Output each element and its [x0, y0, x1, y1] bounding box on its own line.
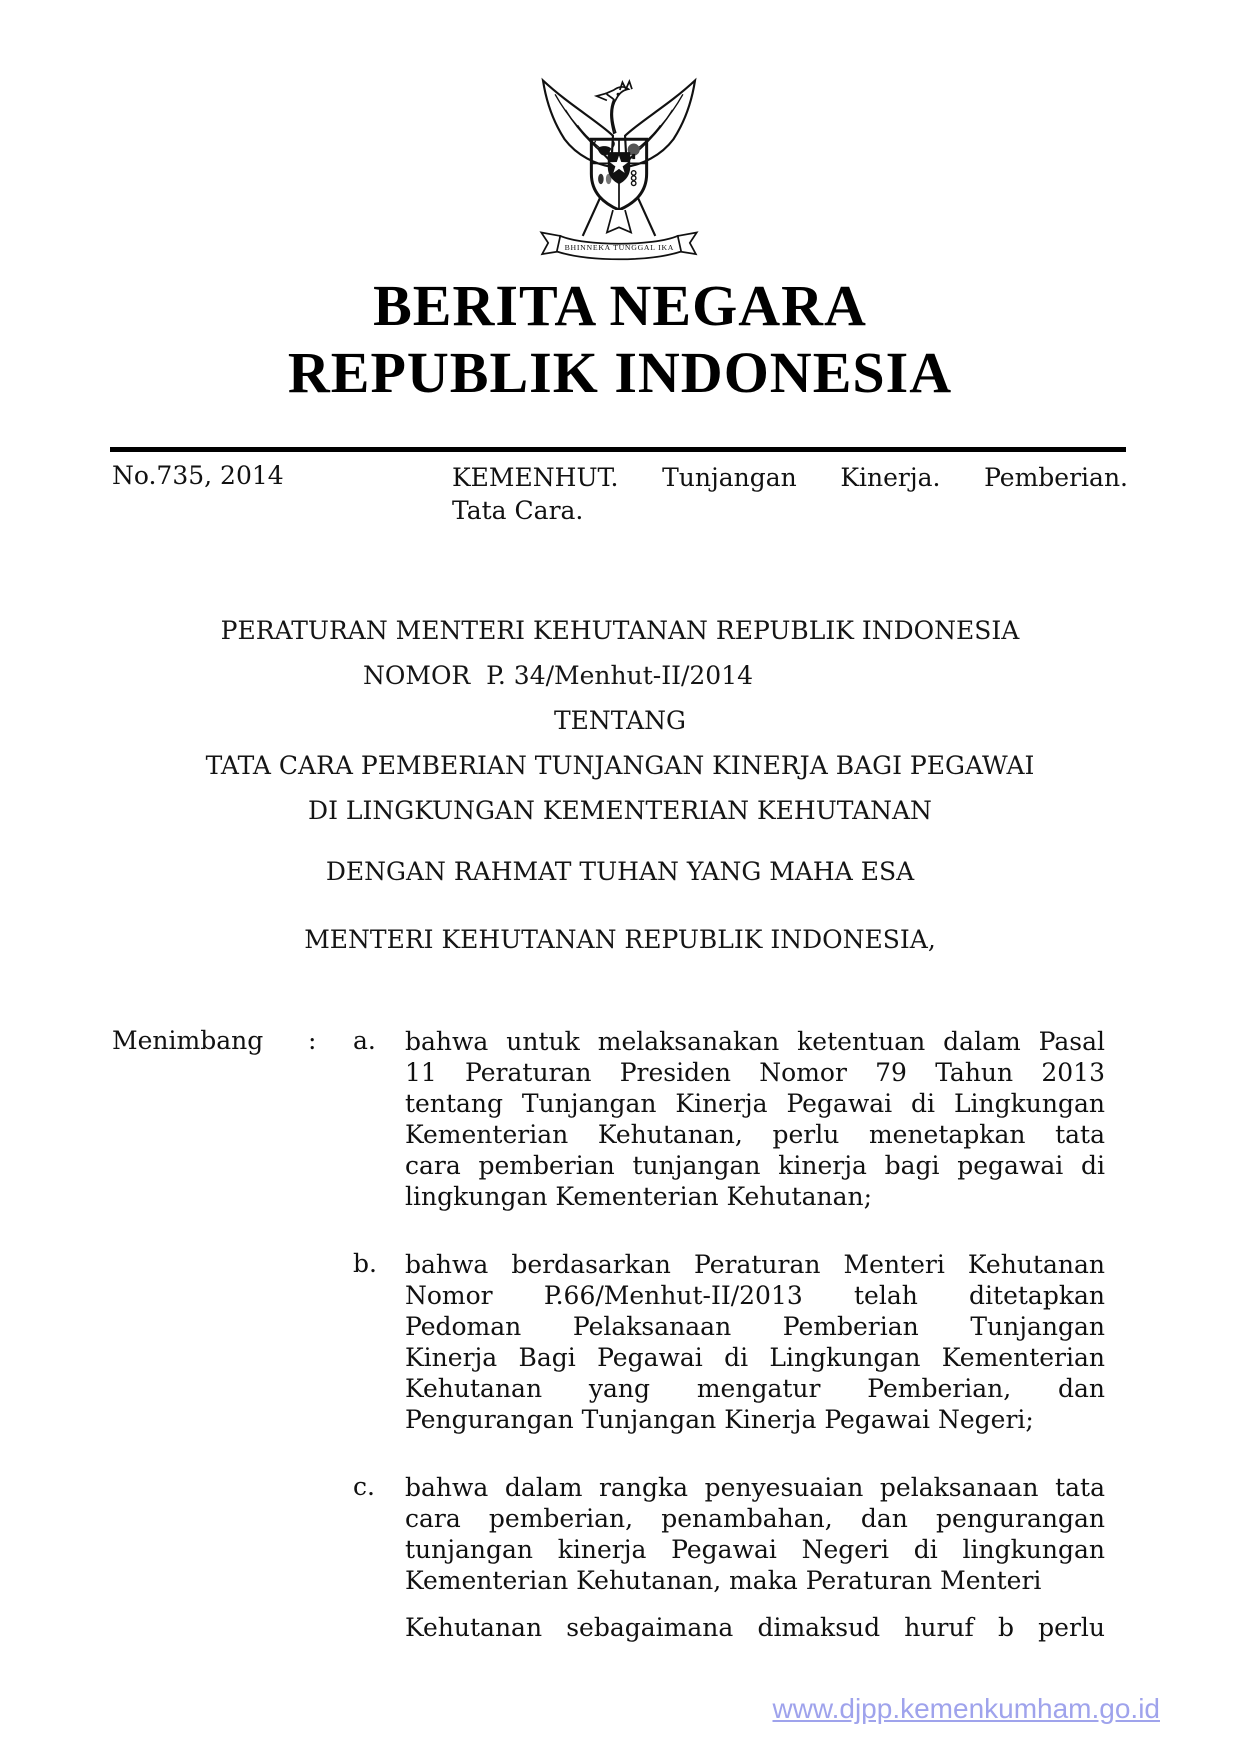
regulation-subject-line2: DI LINGKUNGAN KEMENTERIAN KEHUTANAN [308, 796, 932, 825]
invocation-line: DENGAN RAHMAT TUHAN YANG MAHA ESA [325, 857, 915, 886]
paragraph-line: Kementerian Kehutanan, perlu menetapkan tata [405, 1120, 1105, 1149]
consideration-item-a [353, 1026, 1105, 1212]
paragraph-line: Kementerian Kehutanan, maka Peraturan Menteri [405, 1566, 1042, 1595]
gazette-title-line1: BERITA NEGARA [373, 273, 867, 338]
consideration-item-c [353, 1472, 1105, 1643]
gazette-masthead [0, 272, 1240, 406]
paragraph-line: Kehutanan sebagaimana dimaksud huruf b perlu [405, 1613, 1105, 1642]
gazette-subject-line1: KEMENHUT. Tunjangan Kinerja. Pemberian. [452, 463, 1128, 492]
considerations-colon: : [308, 1026, 317, 1055]
paragraph-line: Pedoman Pelaksanaan Pemberian Tunjangan [405, 1312, 1105, 1341]
paragraph-line: bahwa untuk melaksanakan ketentuan dalam Pasal [405, 1027, 1105, 1056]
item-letter: a. [353, 1026, 376, 1055]
paragraph-line: lingkungan Kementerian Kehutanan; [405, 1182, 873, 1211]
considerations-section [112, 1026, 1107, 1643]
regulation-about-label: TENTANG [553, 706, 686, 735]
masthead-divider [110, 447, 1126, 452]
considerations-label: Menimbang [112, 1026, 264, 1055]
garuda-pancasila-icon [524, 66, 714, 266]
gazette-number: No.735, 2014 [112, 461, 284, 490]
regulation-title-line1: PERATURAN MENTERI KEHUTANAN REPUBLIK INDONESIA [220, 616, 1020, 645]
paragraph-line: cara pemberian, penambahan, dan pengurangan [405, 1504, 1105, 1533]
item-letter: b. [353, 1249, 377, 1278]
paragraph-line: bahwa berdasarkan Peraturan Menteri Kehutanan [405, 1250, 1105, 1279]
item-letter: c. [353, 1472, 375, 1501]
paragraph-line: Kehutanan yang mengatur Pemberian, dan [405, 1374, 1105, 1403]
regulation-number: NOMOR P. 34/Menhut-II/2014 [362, 661, 754, 690]
gazette-subject-line2: Tata Cara. [452, 496, 584, 525]
regulation-subject-line1: TATA CARA PEMBERIAN TUNJANGAN KINERJA BAGI PEGAWAI [205, 751, 1035, 780]
emblem-motto-text: BHINNEKA TUNGGAL IKA [564, 242, 674, 252]
consideration-item-b [353, 1249, 1105, 1435]
gazette-title-line2: REPUBLIK INDONESIA [287, 340, 953, 405]
gazette-subject [452, 461, 1128, 527]
garuda-pancasila-emblem [524, 66, 714, 266]
authority-line: MENTERI KEHUTANAN REPUBLIK INDONESIA, [304, 925, 936, 954]
paragraph-line: bahwa dalam rangka penyesuaian pelaksanaan tata [405, 1473, 1105, 1502]
paragraph-line: 11 Peraturan Presiden Nomor 79 Tahun 2013 [405, 1058, 1105, 1087]
paragraph-line: Kinerja Bagi Pegawai di Lingkungan Kementerian [405, 1343, 1105, 1372]
paragraph-line: tentang Tunjangan Kinerja Pegawai di Lingkungan [405, 1089, 1105, 1118]
paragraph-line: Pengurangan Tunjangan Kinerja Pegawai Negeri; [405, 1405, 1034, 1434]
paragraph-line: tunjangan kinerja Pegawai Negeri di lingkungan [405, 1535, 1105, 1564]
footer-link[interactable]: www.djpp.kemenkumham.go.id [772, 1693, 1160, 1724]
paragraph-line: cara pemberian tunjangan kinerja bagi pegawai di [405, 1151, 1105, 1180]
paragraph-line: Nomor P.66/Menhut-II/2013 telah ditetapkan [405, 1281, 1105, 1310]
